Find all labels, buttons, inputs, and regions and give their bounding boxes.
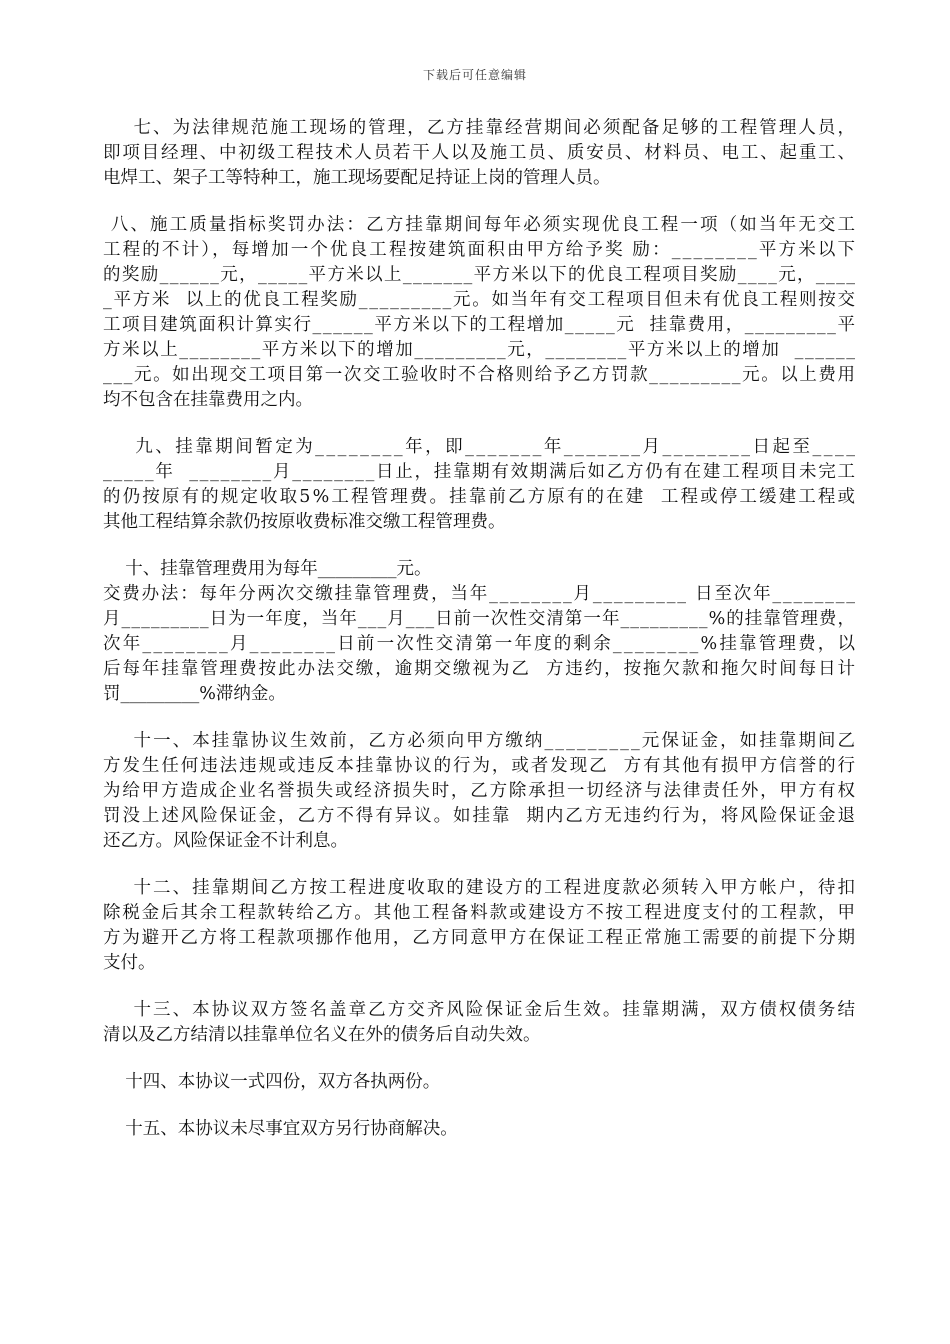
document-text-line: 后每年挂靠管理费按此办法交缴，逾期交缴视为乙 方违约，按拖欠款和拖欠时间每日计 xyxy=(103,659,857,679)
document-text-line: 的仍按原有的规定收取5%工程管理费。挂靠前乙方原有的在建 工程或停工缓建工程或 xyxy=(103,487,858,507)
document-text-line: 除税金后其余工程款转给乙方。其他工程备料款或建设方不按工程进度支付的工程款，甲 xyxy=(103,903,857,923)
document-text-line: ___元。如出现交工项目第一次交工验收时不合格则给予乙方罚款_________元。以上费用 xyxy=(103,365,857,385)
document-text-line: _____年 ________月________日止，挂靠期有效期满后如乙方仍有在建工程项目未完工 xyxy=(103,462,857,482)
document-text-line: 十、挂靠管理费用为每年_________元。 xyxy=(103,559,432,579)
page-header-note: 下载后可任意编辑 xyxy=(422,68,527,82)
document-text-line: _平方米 以上的优良工程奖励_________元。如当年有交工程项目但未有优良工程则按交 xyxy=(103,290,857,310)
document-text-line: 其他工程结算余款仍按原收费标准交缴工程管理费。 xyxy=(103,512,506,532)
document-text-line: 交费办法：每年分两次交缴挂靠管理费，当年________月_________ 日至次年________ xyxy=(103,584,857,604)
document-text-line: 十一、本挂靠协议生效前，乙方必须向甲方缴纳_________元保证金，如挂靠期间乙 xyxy=(103,731,858,751)
document-text-line: 的奖励______元，_____平方米以上_______平方米以下的优良工程项目奖励____元，____ xyxy=(103,265,857,285)
document-text-line: 工项目建筑面积计算实行______平方米以下的工程增加_____元 挂靠费用，_________平 xyxy=(103,315,857,335)
document-text-line: 次年________月________日前一次性交清第一年度的剩余________%挂靠管理费，以 xyxy=(103,634,858,654)
document-text-line: 电焊工、架子工等特种工，施工现场要配足持证上岗的管理人员。 xyxy=(103,168,611,188)
document-text-line: 还乙方。风险保证金不计利息。 xyxy=(103,831,348,851)
document-text-line: 支付。 xyxy=(103,953,156,973)
document-text-line: 罚_________%滞纳金。 xyxy=(103,684,286,704)
document-text-line: 十三、本协议双方签名盖章乙方交齐风险保证金后生效。挂靠期满，双方债权债务结 xyxy=(103,1000,858,1020)
document-text-line: 八、施工质量指标奖罚办法：乙方挂靠期间每年必须实现优良工程一项（如当年无交工 xyxy=(103,215,858,235)
document-text-line: 即项目经理、中初级工程技术人员若干人以及施工员、质安员、材料员、电工、起重工、 xyxy=(103,143,857,163)
document-text-line: 清以及乙方结清以挂靠单位名义在外的债务后自动失效。 xyxy=(103,1025,541,1045)
document-text-line: 十五、本协议未尽事宜双方另行协商解决。 xyxy=(103,1119,458,1139)
document-text-line: 为给甲方造成企业名誉损失或经济损失时，乙方除承担一切经济与法律责任外，甲方有权 xyxy=(103,781,857,801)
document-text-line: 方为避开乙方将工程款项挪作他用，乙方同意甲方在保证工程正常施工需要的前提下分期 xyxy=(103,928,857,948)
document-text-line: 十二、挂靠期间乙方按工程进度收取的建设方的工程进度款必须转入甲方帐户，待扣 xyxy=(103,878,858,898)
document-text-line: 十四、本协议一式四份，双方各执两份。 xyxy=(103,1072,441,1092)
document-text-line: 九、挂靠期间暂定为________年，即_______年_______月________日起至____ xyxy=(103,437,858,457)
document-text-line: 均不包含在挂靠费用之内。 xyxy=(103,390,313,410)
document-text-line: 工程的不计），每增加一个优良工程按建筑面积由甲方给予奖 励：________平方米以下 xyxy=(103,240,858,260)
document-text-line: 方米以上________平方米以下的增加_________元，________平方米以上的增加 ______ xyxy=(103,340,857,360)
document-text-line: 罚没上述风险保证金，乙方不得有异议。如挂靠 期内乙方无违约行为，将风险保证金退 xyxy=(103,806,857,826)
document-text-line: 七、为法律规范施工现场的管理，乙方挂靠经营期间必须配备足够的工程管理人员， xyxy=(103,118,858,138)
document-text-line: 方发生任何违法违规或违反本挂靠协议的行为，或者发现乙 方有其他有损甲方信誉的行 xyxy=(103,756,857,776)
document-text-line: 月_________日为一年度，当年___月___日前一次性交清第一年_________%的挂靠管理费， xyxy=(103,609,856,629)
